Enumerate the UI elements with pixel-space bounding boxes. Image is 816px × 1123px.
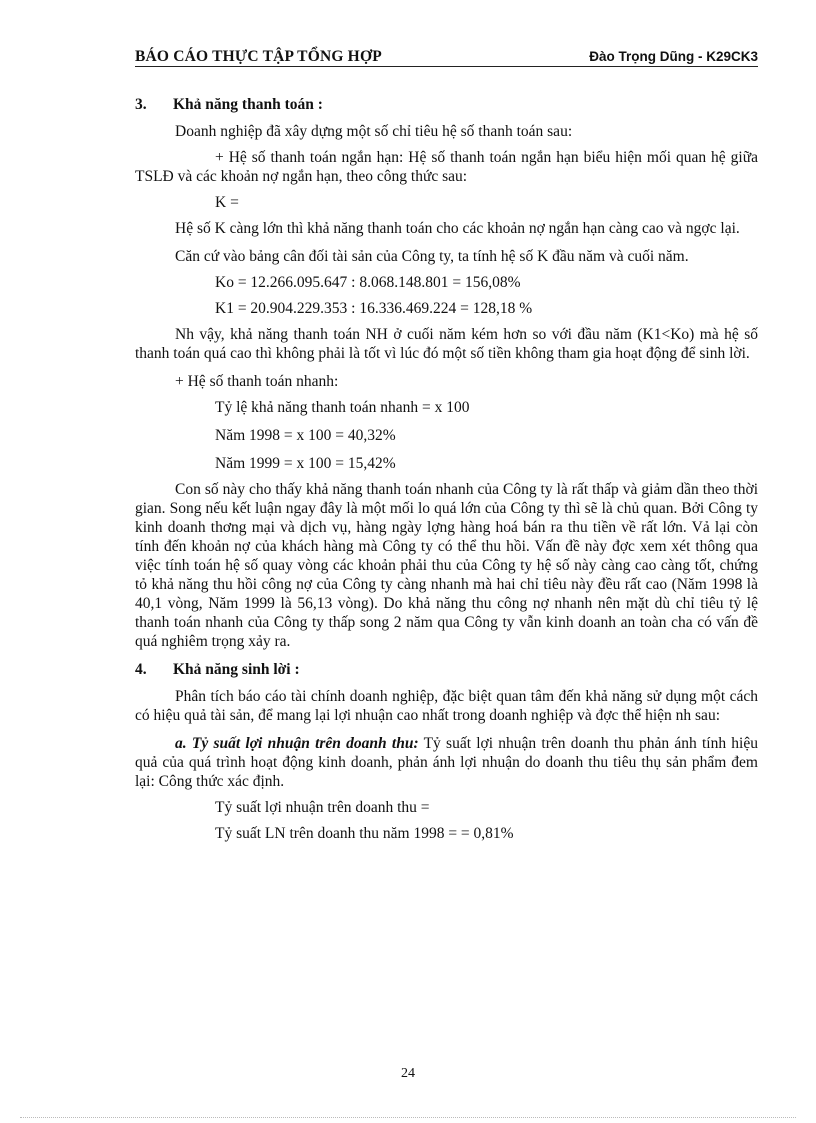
section-number: 3. (135, 96, 147, 113)
formula: Tỷ suất LN trên doanh thu năm 1998 = = 0,81% (215, 825, 514, 842)
paragraph: Hệ số K càng lớn thì khả năng thanh toán cho các khoản nợ ngắn hạn càng cao và ngợc lại. (175, 220, 740, 237)
author-name: Đào Trọng Dũng - K29CK3 (589, 49, 758, 64)
page-content (135, 95, 758, 850)
formula: Năm 1998 = x 100 = 40,32% (215, 427, 396, 444)
report-title: BÁO CÁO THỰC TẬP TỔNG HỢP (135, 48, 382, 65)
formula: K = (215, 194, 239, 211)
section-number: 4. (135, 661, 147, 678)
paragraph (135, 734, 758, 791)
paragraph: Con số này cho thấy khả năng thanh toán nhanh của Công ty là rất thấp và giảm dần theo thời gian. Song nếu kết luận ngay đây là một mối lo quá lớn của Công ty thì sẽ là chủ quan. Bởi Công ty kinh doanh thơng mại và dịch vụ, hàng ngày lợng hàng hoá bán ra thu tiền về rất lớn. Vả lại còn tính đến khoản nợ của khách hàng mà Công ty có thể thu hồi. Vấn đề này đợc xem xét thông qua việc tính toán hệ số quay vòng các khoản phải thu của Công ty hệ số này càng cao càng tốt, chứng tỏ khả năng thu hồi công nợ của Công ty càng nhanh mà hai chỉ tiêu này đều rất cao (Năm 1998 là 40,1 vòng, Năm 1999 là 56,13 vòng). Do khả năng thu công nợ nhanh nên mặt dù chỉ tiêu tỷ lệ thanh toán nhanh của Công ty thấp song 2 năm qua Công ty vẫn kinh doanh an toàn cha có vấn đề quá nghiêm trọng xảy ra. (135, 481, 758, 650)
paragraph: + Hệ số thanh toán nhanh: (175, 373, 339, 390)
page-divider (20, 1117, 796, 1118)
section-title: Khả năng sinh lời : (173, 661, 300, 678)
section-title: Khả năng thanh toán : (173, 96, 323, 113)
paragraph: + Hệ số thanh toán ngắn hạn: Hệ số thanh toán ngắn hạn biểu hiện mối quan hệ giữa TSLĐ và các khoản nợ ngắn hạn, theo công thức sau: (135, 149, 758, 185)
formula: Ko = 12.266.095.647 : 8.068.148.801 = 156,08% (215, 274, 521, 291)
formula: Tỷ suất lợi nhuận trên doanh thu = (215, 799, 430, 816)
paragraph: Phân tích báo cáo tài chính doanh nghiệp, đặc biệt quan tâm đến khả năng sử dụng một cách có hiệu quả tài sản, để mang lại lợi nhuận cao nhất trong doanh nghiệp và đợc thể hiện nh sau: (135, 688, 758, 724)
paragraph: Nh vậy, khả năng thanh toán NH ở cuối năm kém hơn so với đầu năm (K1<Ko) mà hệ số thanh toán quá cao thì không phải là tốt vì lúc đó một số tiền không tham gia hoạt động để sinh lời. (135, 326, 758, 362)
formula: K1 = 20.904.229.353 : 16.336.469.224 = 128,18 % (215, 300, 533, 317)
formula: Năm 1999 = x 100 = 15,42% (215, 455, 396, 472)
subsection-a-text: Tỷ suất lợi nhuận trên doanh thu phản ánh tính hiệu quả của quá trình hoạt động kinh doanh, phản ánh lợi nhuận do doanh thu tiêu thụ sản phẩm đem lại: Công thức xác định. (135, 735, 758, 790)
page-number: 24 (401, 1066, 415, 1081)
formula: Tỷ lệ khả năng thanh toán nhanh = x 100 (215, 399, 470, 416)
paragraph: Căn cứ vào bảng cân đối tài sản của Công ty, ta tính hệ số K đầu năm và cuối năm. (175, 248, 689, 265)
page-header (135, 48, 758, 67)
section-3-heading (135, 95, 758, 114)
paragraph: Doanh nghiệp đã xây dựng một số chỉ tiêu hệ số thanh toán sau: (175, 123, 573, 140)
section-4-heading (135, 660, 758, 679)
subsection-a-title: a. Tỷ suất lợi nhuận trên doanh thu: (175, 735, 419, 752)
